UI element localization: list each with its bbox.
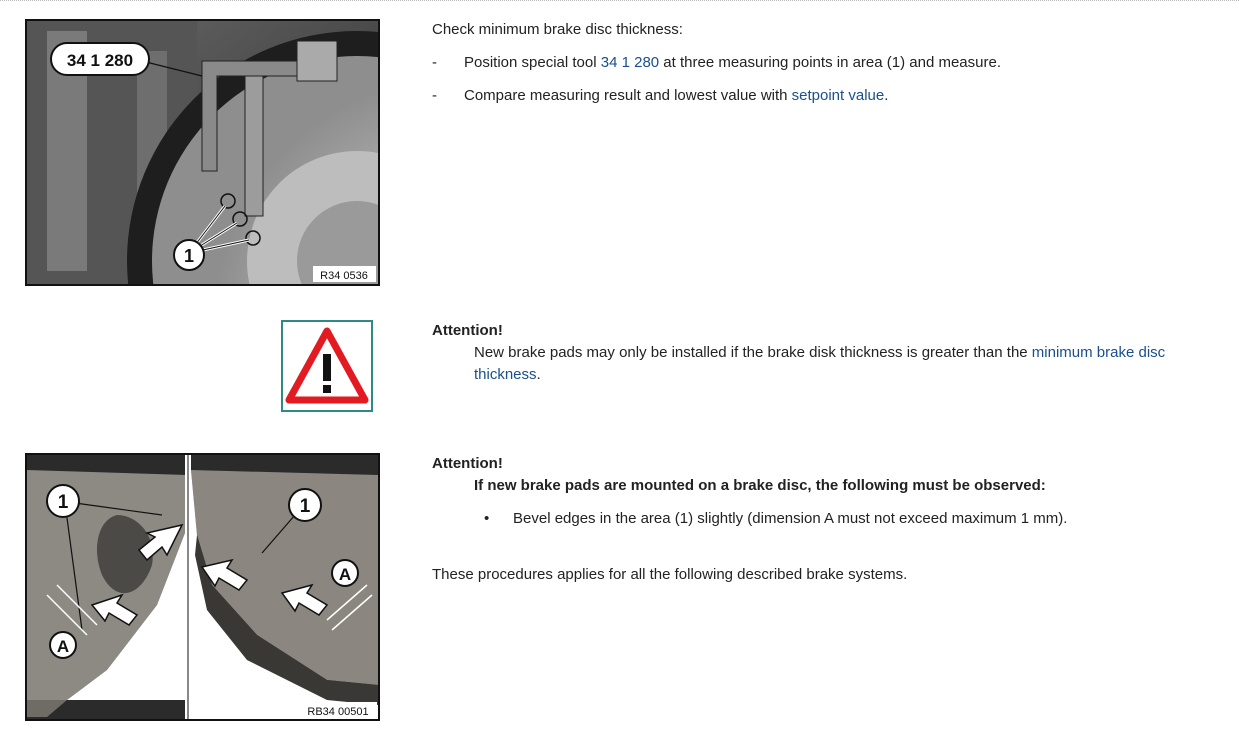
procedures-note: These procedures applies for all the following described brake systems. — [432, 566, 908, 583]
brake-pad-bevel-figure — [25, 453, 380, 721]
tool-link[interactable]: 34 1 280 — [600, 54, 660, 71]
image-code: RB34 00501 — [307, 706, 369, 718]
bullet-dot: • — [484, 510, 490, 527]
measure-intro: Check minimum brake disc thickness: — [432, 21, 683, 38]
attention-condition: If new brake pads are mounted on a brake disc, the following must be observed: — [474, 477, 1046, 494]
area-callout: 1 — [183, 246, 195, 266]
brake-disc-measuring-figure — [25, 19, 380, 286]
attention-body: New brake pads may only be installed if the brake disk thickness is greater than the minimum brake disc thickness. — [474, 344, 1166, 383]
attention-title: Attention! — [432, 455, 503, 472]
min-disc-thickness-link[interactable]: minimum brake disc thickness — [474, 344, 1166, 383]
dimension-a-left: A — [56, 637, 70, 656]
warning-triangle-icon — [281, 320, 373, 412]
area-callout-left: 1 — [57, 492, 69, 513]
tool-number-callout: 34 1 280 — [66, 51, 134, 70]
brake-disc-photo — [27, 21, 378, 284]
attention-title: Attention! — [432, 322, 503, 339]
step-dash: - — [432, 54, 437, 71]
step-dash: - — [432, 87, 437, 104]
bevel-edges-text: Bevel edges in the area (1) slightly (dimension A must not exceed maximum 1 mm). — [513, 510, 1068, 527]
area-callout-right: 1 — [299, 496, 311, 517]
top-divider — [0, 0, 1239, 1]
brake-pad-photo — [27, 455, 378, 719]
image-code: R34 0536 — [320, 270, 368, 282]
setpoint-value-link[interactable]: setpoint value — [791, 87, 885, 104]
dimension-a-right: A — [338, 565, 352, 584]
